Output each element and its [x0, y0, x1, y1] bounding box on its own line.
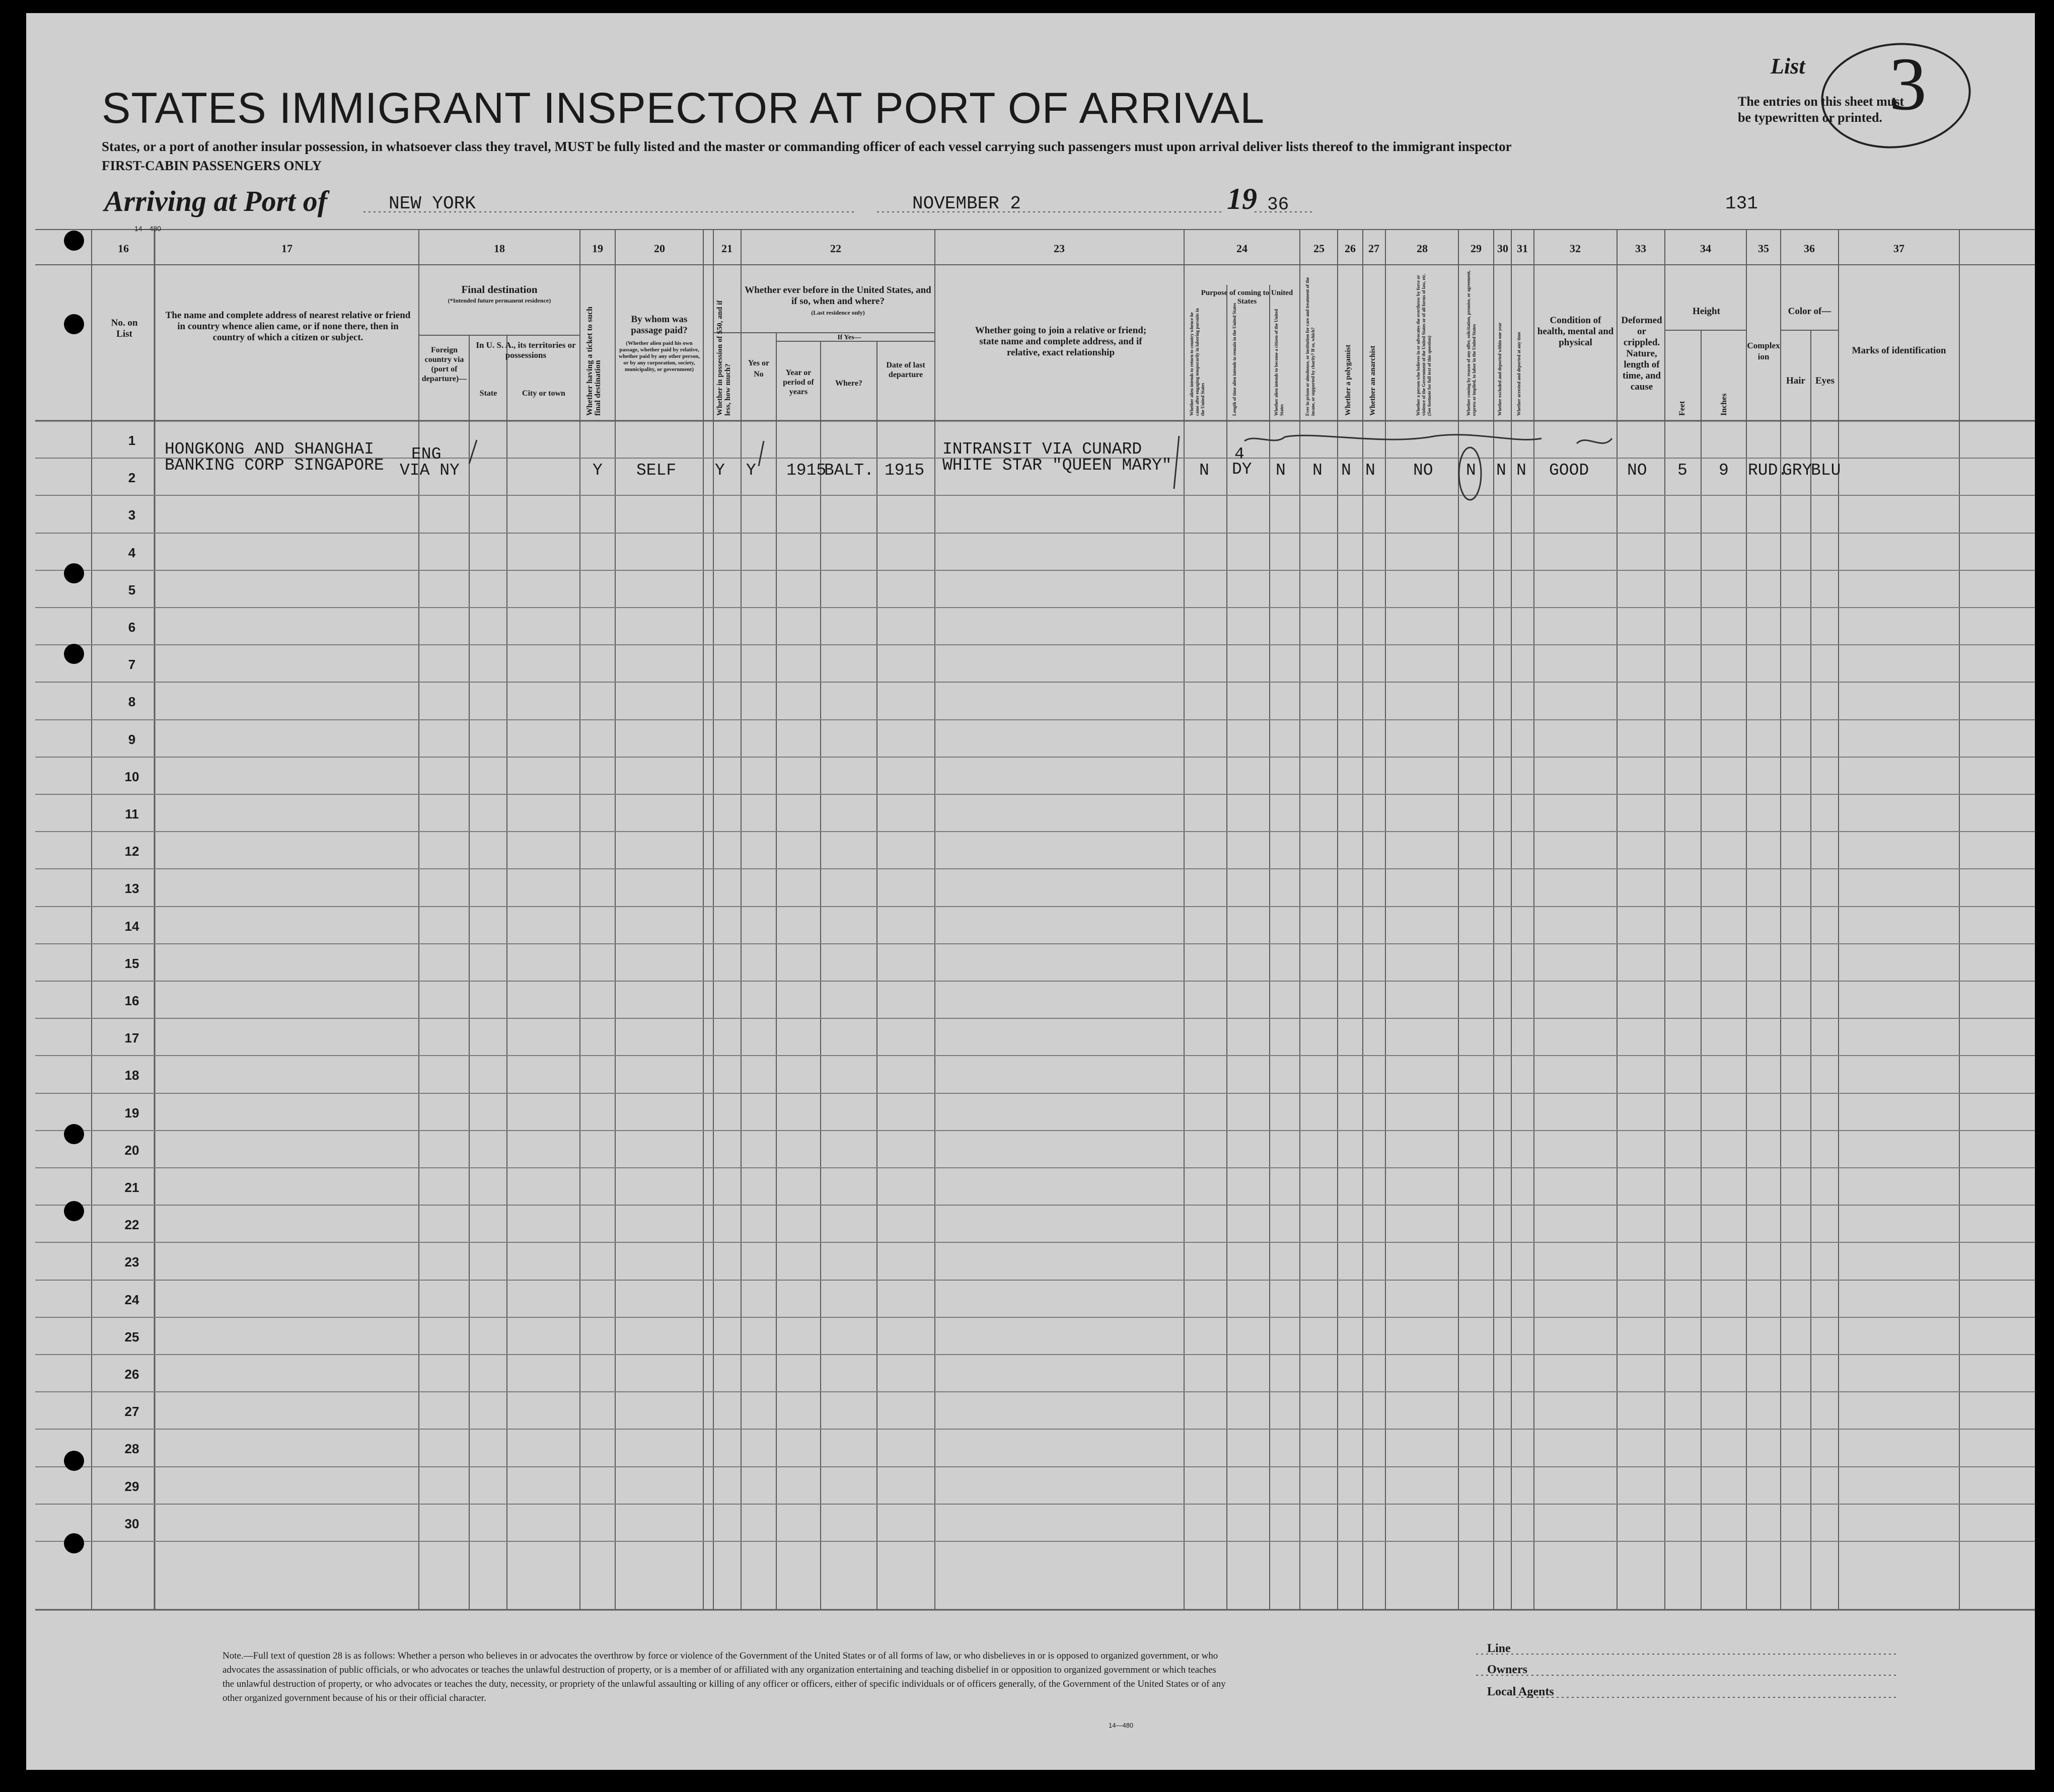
header-last-departure: Date of last departure: [886, 361, 925, 379]
header-inches: Inches: [1720, 393, 1728, 416]
row1-anarchist: N: [1365, 461, 1375, 480]
header-relative: The name and complete address of nearest relative or friend in country whence alien came, or if none there, then in country of which a citizen or subject.: [165, 310, 411, 343]
header-eyes: Eyes: [1815, 376, 1835, 386]
before-in-us-note: (Last residence only): [811, 309, 865, 316]
year-suffix: 36: [1267, 194, 1289, 215]
row-number: 3: [128, 507, 136, 522]
column-number: 26: [1345, 242, 1356, 255]
column-number: 16: [118, 242, 129, 255]
header-join-relative: Whether going to join a relative or friend; state name and complete address, and if relative, exact relationship: [975, 325, 1147, 358]
column-number: 30: [1497, 242, 1508, 255]
column-number: 32: [1570, 242, 1581, 255]
row1-ticket: Y: [593, 461, 603, 480]
row-number: 24: [124, 1292, 139, 1307]
header-complexion: Complexion: [1747, 341, 1780, 361]
row-number: 6: [128, 620, 136, 635]
row1-feet: 5: [1677, 461, 1688, 480]
header-in-usa: In U. S. A., its territories or possessions: [476, 340, 576, 360]
row-number: 25: [124, 1329, 139, 1345]
row1-has-50: Y: [715, 461, 725, 480]
row1-polygamist: N: [1341, 461, 1351, 480]
line-label: Line: [1487, 1642, 1511, 1655]
row1-excluded: N: [1496, 461, 1506, 480]
row1-inches: 9: [1719, 461, 1729, 480]
header-anarchist: Whether an anarchist: [1369, 345, 1377, 416]
column-number: 23: [1054, 242, 1065, 255]
column-number: 29: [1471, 242, 1482, 255]
row1-overthrow: NO: [1413, 461, 1433, 480]
column-number: 21: [721, 242, 732, 255]
header-return: Whether alien intends to return to country whence he came after engaging temporarily in laboring pursuits in the United States: [1189, 308, 1205, 416]
footer-code: 14—480: [1109, 1722, 1134, 1729]
header-state: State: [479, 389, 497, 398]
row-number: 26: [124, 1367, 139, 1382]
list-number: 3: [1889, 42, 1927, 126]
date-value: NOVEMBER 2: [912, 193, 1021, 214]
row-number: 14: [124, 919, 139, 934]
row-number: 9: [128, 732, 136, 747]
class-label: FIRST-CABIN PASSENGERS ONLY: [102, 158, 322, 173]
row1-arrested: N: [1516, 461, 1526, 480]
row-number: 21: [124, 1180, 139, 1195]
header-health: Condition of health, mental and physical: [1537, 315, 1614, 348]
row-number: 13: [124, 881, 139, 896]
column-number: 18: [494, 242, 505, 255]
header-excluded: Whether excluded and deported within one year: [1497, 322, 1502, 416]
handwritten-marks: [26, 13, 2035, 1770]
list-note-line2: be typewritten or printed.: [1738, 110, 1882, 125]
form-code: 14—480: [134, 225, 161, 233]
row-number: 16: [124, 993, 139, 1008]
column-number: 35: [1758, 242, 1769, 255]
row-number: 7: [128, 657, 136, 672]
row1-paid-by: SELF: [636, 461, 677, 480]
header-fifty-dollars: Whether in possession of $50, and if less, how much?: [716, 300, 732, 416]
row1-health: GOOD: [1549, 461, 1589, 480]
list-note-line1: The entries on this sheet must: [1738, 94, 1904, 109]
before-in-us-label: Whether ever before in the United States, and if so, when and where?: [745, 285, 931, 307]
header-prison: Ever in prison or almshouse, or institution for care and treatment of the insane, or supported by charity? If so, which?: [1305, 277, 1315, 416]
header-hair: Hair: [1786, 376, 1805, 386]
local-agents-label: Local Agents: [1487, 1685, 1554, 1698]
row1-where: BALT.: [824, 461, 874, 480]
row1-return: N: [1199, 461, 1209, 480]
header-year: Year or period of years: [783, 368, 814, 396]
year-prefix: 19: [1227, 182, 1257, 215]
header-polygamist: Whether a polygamist: [1344, 344, 1352, 416]
manifest-sheet: [26, 13, 2035, 1770]
header-ticket: Whether having a ticket to such final destination: [585, 306, 602, 416]
row1-join-line2: WHITE STAR "QUEEN MARY": [942, 456, 1172, 475]
row-number: 10: [124, 769, 139, 784]
header-if-yes: If Yes—: [837, 334, 861, 341]
row1-departure: 1915: [885, 461, 925, 480]
port-value: NEW YORK: [389, 193, 476, 214]
row1-relative-line2: BANKING CORP SINGAPORE: [165, 456, 384, 475]
row-number: 19: [124, 1105, 139, 1121]
column-number: 17: [281, 242, 292, 255]
header-marks: Marks of identification: [1852, 345, 1946, 356]
header-purpose: Purpose of coming to United States: [1201, 289, 1293, 306]
final-destination-label: Final destination: [461, 283, 538, 295]
header-feet: Feet: [1678, 401, 1686, 416]
page-number: 131: [1725, 193, 1758, 214]
footnote: Note.—Full text of question 28 is as follows: Whether a person who believes in or advocates the overthrow by force or violence of the Government of the United States or of all forms of law, or who disbelieves in or is opposed to organized government, or who advocates the assassination of public officials, or who advocates or teaches the unlawful destruction of property, or is a member of or affiliated with any organization entertaining and teaching disbelief in or opposition to organized government or which teaches the unlawful destruction of property, or who advocates or teaches the duty, necessity, or propriety of the unlawful assaulting or killing of any officer or officers, either of specific individuals or of officers generally, of the Government of the United States or of any other organized government because of his or their official character.: [223, 1651, 1226, 1703]
row1-offer: N: [1466, 461, 1476, 480]
header-where: Where?: [835, 379, 862, 388]
column-number: 22: [830, 242, 841, 255]
column-number: 33: [1635, 242, 1646, 255]
passage-paid-note: (Whether alien paid his own passage, whether paid by relative, whether paid by any other person, or by any corporation, society, municipality, or government): [619, 340, 700, 372]
column-number: 28: [1417, 242, 1428, 255]
column-number: 25: [1313, 242, 1325, 255]
row-number: 27: [124, 1404, 139, 1419]
row-number: 22: [124, 1217, 139, 1232]
header-overthrow: Whether a person who believes in or advocates the overthrow by force or violence of the Government of the United States or of all forms of law, etc. (See footnote for full text of this question): [1416, 273, 1432, 416]
column-number: 37: [1893, 242, 1904, 255]
column-number: 34: [1700, 242, 1711, 255]
row1-year: 1915: [786, 461, 827, 480]
row1-join-line1: INTRANSIT VIA CUNARD: [942, 440, 1142, 459]
header-arrested: Whether arrested and deported at any time: [1516, 332, 1521, 416]
header-city: City or town: [522, 389, 565, 398]
header-deformed: Deformed or crippled. Nature, length of time, and cause: [1621, 315, 1662, 392]
arriving-label: Arriving at Port of: [104, 185, 328, 217]
passage-paid-label: By whom was passage paid?: [631, 314, 688, 336]
row1-complexion: RUD.: [1748, 461, 1788, 480]
row-number: 12: [124, 844, 139, 859]
row-number: 1: [128, 433, 136, 448]
row-number: 17: [124, 1030, 139, 1046]
final-destination-note: (*Intended future permanent residence): [448, 297, 551, 304]
header-length: Length of time alien intends to remain in the United States: [1232, 303, 1237, 416]
page-title: STATES IMMIGRANT INSPECTOR AT PORT OF ARRIVAL: [102, 84, 1265, 132]
row1-before-us: Y: [746, 461, 756, 480]
list-label: List: [1771, 54, 1805, 79]
row-number: 18: [124, 1068, 139, 1083]
row1-prison: N: [1312, 461, 1323, 480]
column-number: 36: [1804, 242, 1815, 255]
row-number: 15: [124, 956, 139, 971]
row-number: 4: [128, 545, 136, 560]
column-number: 31: [1517, 242, 1528, 255]
row1-eyes: BLU: [1811, 461, 1841, 480]
column-number: 20: [654, 242, 665, 255]
row-number: 5: [128, 582, 136, 598]
row-number: 2: [128, 470, 136, 485]
row1-relative-line1: HONGKONG AND SHANGHAI: [165, 440, 374, 459]
row1-length-top: 4: [1234, 445, 1244, 464]
column-number: 27: [1368, 242, 1379, 255]
row1-deformed: NO: [1627, 461, 1647, 480]
row-number: 28: [124, 1441, 139, 1456]
column-number: 24: [1236, 242, 1248, 255]
header-citizen: Whether alien intends to become a citizen of the United States: [1274, 309, 1284, 416]
row-number: 11: [125, 806, 139, 822]
header-no-on-list: No. on List: [111, 318, 138, 339]
row-number: 20: [124, 1143, 139, 1158]
header-height: Height: [1693, 306, 1720, 317]
row-number: 29: [124, 1479, 139, 1494]
row1-citizen: N: [1276, 461, 1286, 480]
header-offer: Whether coming by reason of any offer, solicitation, promise, or agreement, express or implied, to labor in the United States: [1466, 270, 1477, 416]
header-color-of: Color of—: [1788, 306, 1831, 317]
row-number: 30: [124, 1516, 139, 1531]
header-foreign-country: Foreign country via (port of departure)—: [421, 346, 467, 383]
row-number: 23: [124, 1254, 139, 1270]
instructions-text: States, or a port of another insular possession, in whatsoever class they travel, MUST be fully listed and the master or commanding officer of each vessel carrying such passengers must upon arrival deliver lists thereof to the immigrant inspector: [102, 139, 1512, 154]
column-number: 19: [592, 242, 603, 255]
header-yes-or-no: Yes or No: [748, 359, 770, 379]
row1-hair: GRY: [1782, 461, 1812, 480]
row1-length: DY: [1232, 460, 1252, 479]
row1-foreign-line2: VIA NY: [400, 461, 460, 480]
owners-label: Owners: [1487, 1663, 1527, 1676]
row1-foreign-line1: ENG: [411, 445, 442, 464]
row-number: 8: [128, 694, 136, 709]
